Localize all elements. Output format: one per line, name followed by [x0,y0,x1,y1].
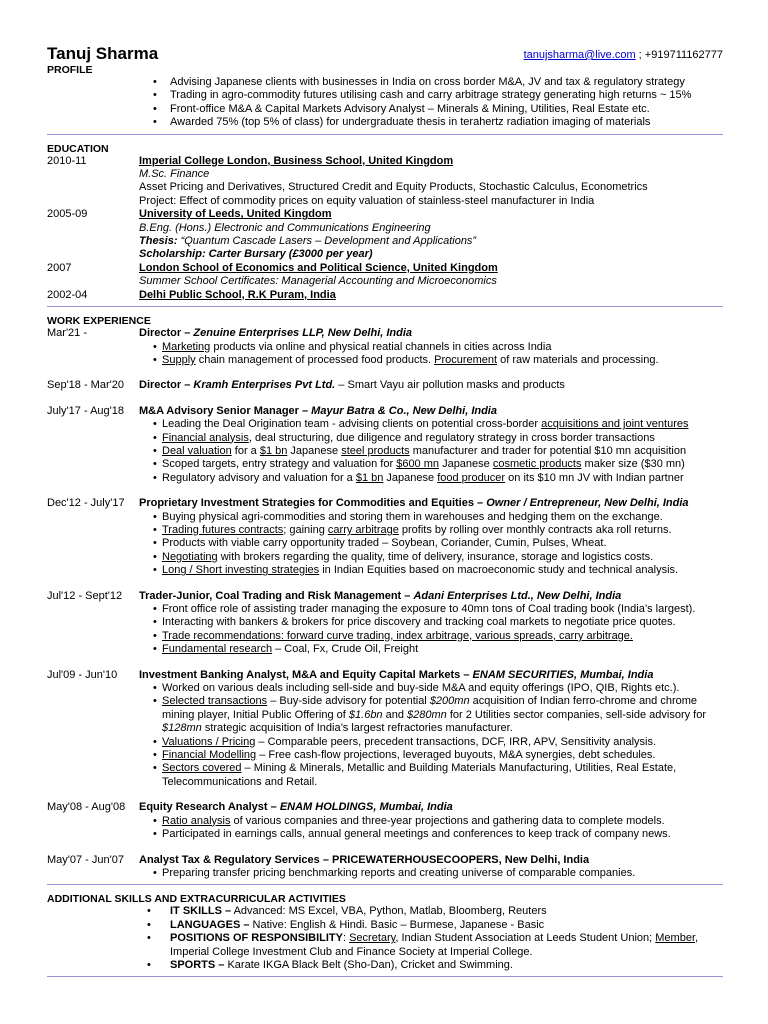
job-bullet [153,354,723,367]
deal-size: $280mn [407,708,447,721]
education-date: 2002-04 [47,288,88,301]
bullet-text: maker size ($30 mn) [581,458,685,471]
job-title [139,405,723,418]
skill-text: : [342,932,350,945]
job-title [139,669,723,682]
bullet-keyword: Financial Modelling [162,749,257,762]
job-bullet: • Preparing transfer pricing benchmarking reports and creating universe of comparable companies. [153,867,723,880]
bullet-keyword: Ratio analysis [162,814,231,827]
deal-size: $128mn [162,722,202,735]
bullet-text: – Comparable peers, precedent transactions, DCF, IRR, APV, Sensitivity analysis. [255,735,657,748]
job-role: Equity Research Analyst – [139,801,280,814]
bullet-text: and [382,708,408,721]
job-role: Trader-Junior, Coal Trading and Risk Management – [139,589,414,602]
degree: Summer School Certificates: Managerial Accounting and Microeconomics [139,275,497,288]
education-date: 2010-11 [47,154,87,167]
education-entry [47,262,723,289]
bullet-keyword: Trade recommendations: forward curve trading, index arbitrage, various spreads, carry arbitrage. [162,629,633,642]
bullet-keyword: $600 mn [396,458,440,471]
school-name: Delhi Public School, R.K Puram, India [139,288,336,301]
job-bullets [139,682,723,789]
skill-text: Karate IKGA Black Belt (Sho-Dan), Cricket and Swimming. [224,958,513,971]
bullet-keyword: Trading futures contracts [162,523,284,536]
bullet-text: – Buy-side advisory for potential [267,695,430,708]
phone-number: +919711162777 [644,49,723,61]
skill-text: Native: English & Hindi. Basic – Burmese, Japanese - Basic [249,918,545,931]
bullet-keyword: steel products [341,444,410,457]
job-role: M&A Advisory Senior Manager – [139,404,312,417]
job-role: Director – [139,379,194,392]
bullet-keyword: Selected transactions [162,695,268,708]
bullet-keyword: Valuations / Pricing [162,735,256,748]
bullet-text: on its $10 mn JV with Indian partner [505,471,684,484]
profile-item: • Awarded 75% (top 5% of class) for undergraduate thesis in terahertz radiation imaging of materials [153,116,723,129]
skill-label: IT SKILLS – [170,905,232,918]
thesis [139,235,723,248]
bullet-text: with brokers regarding the quality, time of delivery, insurance, storage and logistics costs. [217,550,654,563]
job-date: May'07 - Jun'07 [47,853,124,866]
job-bullet [153,695,723,735]
bullet-text: – Free cash-flow projections, leveraged buyouts, M&A synergies, debt schedules. [256,749,656,762]
job-bullet [153,630,723,643]
skill-item [147,932,723,959]
job-company: Kramh Enterprises Pvt Ltd. [193,379,336,392]
job-bullet [153,815,723,828]
job-bullet: • Front office role of assisting trader managing the exposure to 40mn tons of Coal trading book (India’s largest). [153,603,723,616]
job-entry [47,669,723,790]
bullet-keyword: carry arbitrage [327,523,399,536]
job-company: Adani Enterprises Ltd., New Delhi, India [413,589,622,602]
job-bullets [139,511,723,578]
job-bullet [153,418,723,431]
job-bullets [139,603,723,657]
section-divider [47,976,723,977]
job-bullet [153,524,723,537]
bullet-keyword: cosmetic products [492,458,582,471]
education-date: 2007 [47,261,72,274]
skill-item [147,919,723,932]
bullet-text: Scoped targets, entry strategy and valuation for [162,458,397,471]
job-company: Owner / Entrepreneur, New Delhi, India [486,497,689,510]
education-heading: EDUCATION [47,142,109,155]
job-date: July'17 - Aug'18 [47,404,124,417]
bullet-text: Regulatory advisory and valuation for a [162,471,356,484]
job-bullets [139,341,723,368]
job-bullet: • Buying physical agri-commodities and storing them in warehouses and hedging them on the exchange. [153,511,723,524]
job-bullet [153,749,723,762]
work-heading: WORK EXPERIENCE [47,315,151,328]
job-date: Sep'18 - Mar'20 [47,379,124,392]
job-title: Analyst Tax & Regulatory Services – PRICEWATERHOUSECOOPERS, New Delhi, India [139,853,590,866]
email-link[interactable]: tanujsharma@live.com [523,49,636,61]
job-company: ENAM SECURITIES, Mumbai, India [472,668,654,681]
education-entry [47,289,723,302]
skills-heading: ADDITIONAL SKILLS AND EXTRACURRICULAR ACTIVITIES [47,893,346,906]
job-bullet: • Interacting with bankers & brokers for price discovery and tracking coal markets to negotiate price quotes. [153,616,723,629]
scholarship: Scholarship: Carter Bursary (£3000 per year) [139,248,373,261]
job-entry [47,590,723,657]
job-date: May'08 - Aug'08 [47,801,126,814]
job-bullet [153,445,723,458]
school-name: Imperial College London, Business School, United Kingdom [139,154,454,167]
section-divider [47,306,723,307]
degree: M.Sc. Finance [139,168,210,181]
bullet-text: of raw materials and processing. [497,353,659,366]
bullet-text: ; gaining [283,523,328,536]
bullet-text: Leading the Deal Origination team - advising clients on potential cross-border [162,418,542,431]
job-bullet [153,458,723,471]
job-entry [47,801,723,841]
job-bullet: • Participated in earnings calls, annual general meetings and conferences to keep track of company news. [153,828,723,841]
job-entry [47,327,723,367]
job-entry [47,497,723,577]
bullet-keyword: $1 bn [355,471,384,484]
job-date: Dec'12 - July'17 [47,497,125,510]
bullet-text: chain management of processed food products. [195,353,435,366]
profile-item: • Advising Japanese clients with businesses in India on cross border M&A, JV and tax & regulatory strategy [153,76,723,89]
job-bullet [153,736,723,749]
bullet-text: – Coal, Fx, Crude Oil, Freight [272,643,419,656]
job-bullet [153,564,723,577]
bullet-text: strategic acquisition of India’s largest refractories manufacturer. [201,722,513,735]
coursework: Asset Pricing and Derivatives, Structured Credit and Equity Products, Stochastic Calculus, Econometrics [139,181,648,194]
profile-item: • Trading in agro-commodity futures utilising cash and carry arbitrage strategy generating high returns ~ 15% [153,89,723,102]
bullet-text: products via online and physical reatial channels in cities across India [210,340,552,353]
job-entry [47,854,723,881]
bullet-keyword: food producer [437,471,506,484]
job-title [139,590,723,603]
thesis-label: Thesis: [139,235,178,248]
profile-item: • Front-office M&A & Capital Markets Advisory Analyst – Minerals & Mining, Utilities, Real Estate etc. [153,103,723,116]
bullet-text: in Indian Equities based on macroeconomic study and technical analysis. [319,564,679,577]
job-bullet [153,341,723,354]
section-divider [47,134,723,135]
section-divider [47,884,723,885]
bullet-keyword: Financial analysis [162,431,249,444]
education-entry [47,155,723,209]
bullet-text: for 2 Utilities sector companies, sell-side advisory for [446,708,707,721]
bullet-text: manufacturer and trader for potential $10 mn acquisition [409,444,687,457]
education-entry [47,208,723,262]
job-bullets [139,815,723,842]
job-bullet [153,432,723,445]
deal-size: $1.6bn [348,708,383,721]
job-title [139,497,723,510]
job-title [139,327,723,340]
skill-text: Advanced: MS Excel, VBA, Python, Matlab, Bloomberg, Reuters [231,905,547,918]
job-date: Mar'21 - [47,327,87,340]
bullet-text: acquisition of Indian ferro-chrome and chrome mining player, Initial Public Offering of [162,695,698,721]
job-role: Investment Banking Analyst, M&A and Equity Capital Markets – [139,668,473,681]
skill-item [147,959,723,972]
job-entry [47,379,723,392]
bullet-text: Japanese [287,444,342,457]
degree: B.Eng. (Hons.) Electronic and Communications Engineering [139,221,431,234]
deal-size: $200mn [429,695,470,708]
bullet-keyword: Marketing [162,340,211,353]
skill-text: , Indian Student Association at Leeds Student Union; [395,932,656,945]
skill-keyword: Member [655,932,696,945]
bullet-keyword: Deal valuation [162,444,232,457]
thesis-title: “Quantum Cascade Lasers – Development and Applications” [177,235,477,248]
skills-list [47,905,723,972]
skill-label: LANGUAGES – [170,918,250,931]
job-description: – Smart Vayu air pollution masks and products [335,379,565,392]
job-company: Zenuine Enterprises LLP, New Delhi, India [193,327,413,340]
bullet-text: , deal structuring, due diligence and regulatory strategy in cross border transactions [248,431,655,444]
bullet-text: for a [231,444,260,457]
job-bullets [139,418,723,485]
skill-label: POSITIONS OF RESPONSIBILITY [170,932,343,945]
project: Project: Effect of commodity prices on equity valuation of stainless-steel manufacturer in India [139,194,595,207]
job-title [139,379,723,392]
job-title [139,801,723,814]
job-role: Director – [139,327,194,340]
profile-heading: PROFILE [47,64,93,76]
skill-text: , Imperial College Investment Club and Finance Society at Imperial College. [170,932,699,958]
bullet-keyword: acquisitions and joint ventures [541,418,689,431]
candidate-name: Tanuj Sharma [47,44,159,63]
job-bullet [153,551,723,564]
bullet-keyword: Long / Short investing strategies [162,564,320,577]
bullet-text: Japanese [439,458,493,471]
job-company: Mayur Batra & Co., New Delhi, India [311,404,497,417]
job-bullet [153,643,723,656]
bullet-keyword: Negotiating [162,550,218,563]
job-bullet: • Products with viable carry opportunity traded – Soybean, Coriander, Cumin, Pulses, Wheat. [153,537,723,550]
bullet-keyword: Fundamental research [162,643,273,656]
profile-list [47,76,723,130]
job-date: Jul'09 - Jun'10 [47,668,118,681]
job-bullet [153,762,723,789]
contact-separator: ; [635,49,645,61]
bullet-text: – Mining & Minerals, Metallic and Building Materials Manufacturing, Utilities, Real Estate, Telecommunications and Retail. [162,762,677,788]
bullet-keyword: $1 bn [259,444,288,457]
job-bullet: • Worked on various deals including sell-side and buy-side M&A and equity offerings (IPO, QIB, Rights etc.). [153,682,723,695]
contact-info [524,49,723,61]
job-bullet [153,472,723,485]
job-entry [47,405,723,485]
job-bullets [139,867,723,880]
bullet-keyword: Sectors covered [162,762,242,775]
education-date: 2005-09 [47,208,88,221]
bullet-keyword: Supply [162,353,196,366]
job-date: Jul'12 - Sept'12 [47,589,123,602]
job-company: ENAM HOLDINGS, Mumbai, India [279,801,453,814]
skill-label: SPORTS – [170,958,225,971]
job-role: Proprietary Investment Strategies for Commodities and Equities – [139,497,487,510]
bullet-keyword: Procurement [434,353,498,366]
skill-keyword: Secretary [349,932,396,945]
skill-item [147,905,723,918]
bullet-text: Japanese [383,471,438,484]
bullet-text: profits by rolling over monthly contracts aka roll returns. [398,523,672,536]
school-name: London School of Economics and Political Science, United Kingdom [139,261,498,274]
bullet-text: of various companies and three-year projections and gathering data to complete models. [230,814,665,827]
resume-page [47,44,723,985]
school-name: University of Leeds, United Kingdom [139,208,332,221]
